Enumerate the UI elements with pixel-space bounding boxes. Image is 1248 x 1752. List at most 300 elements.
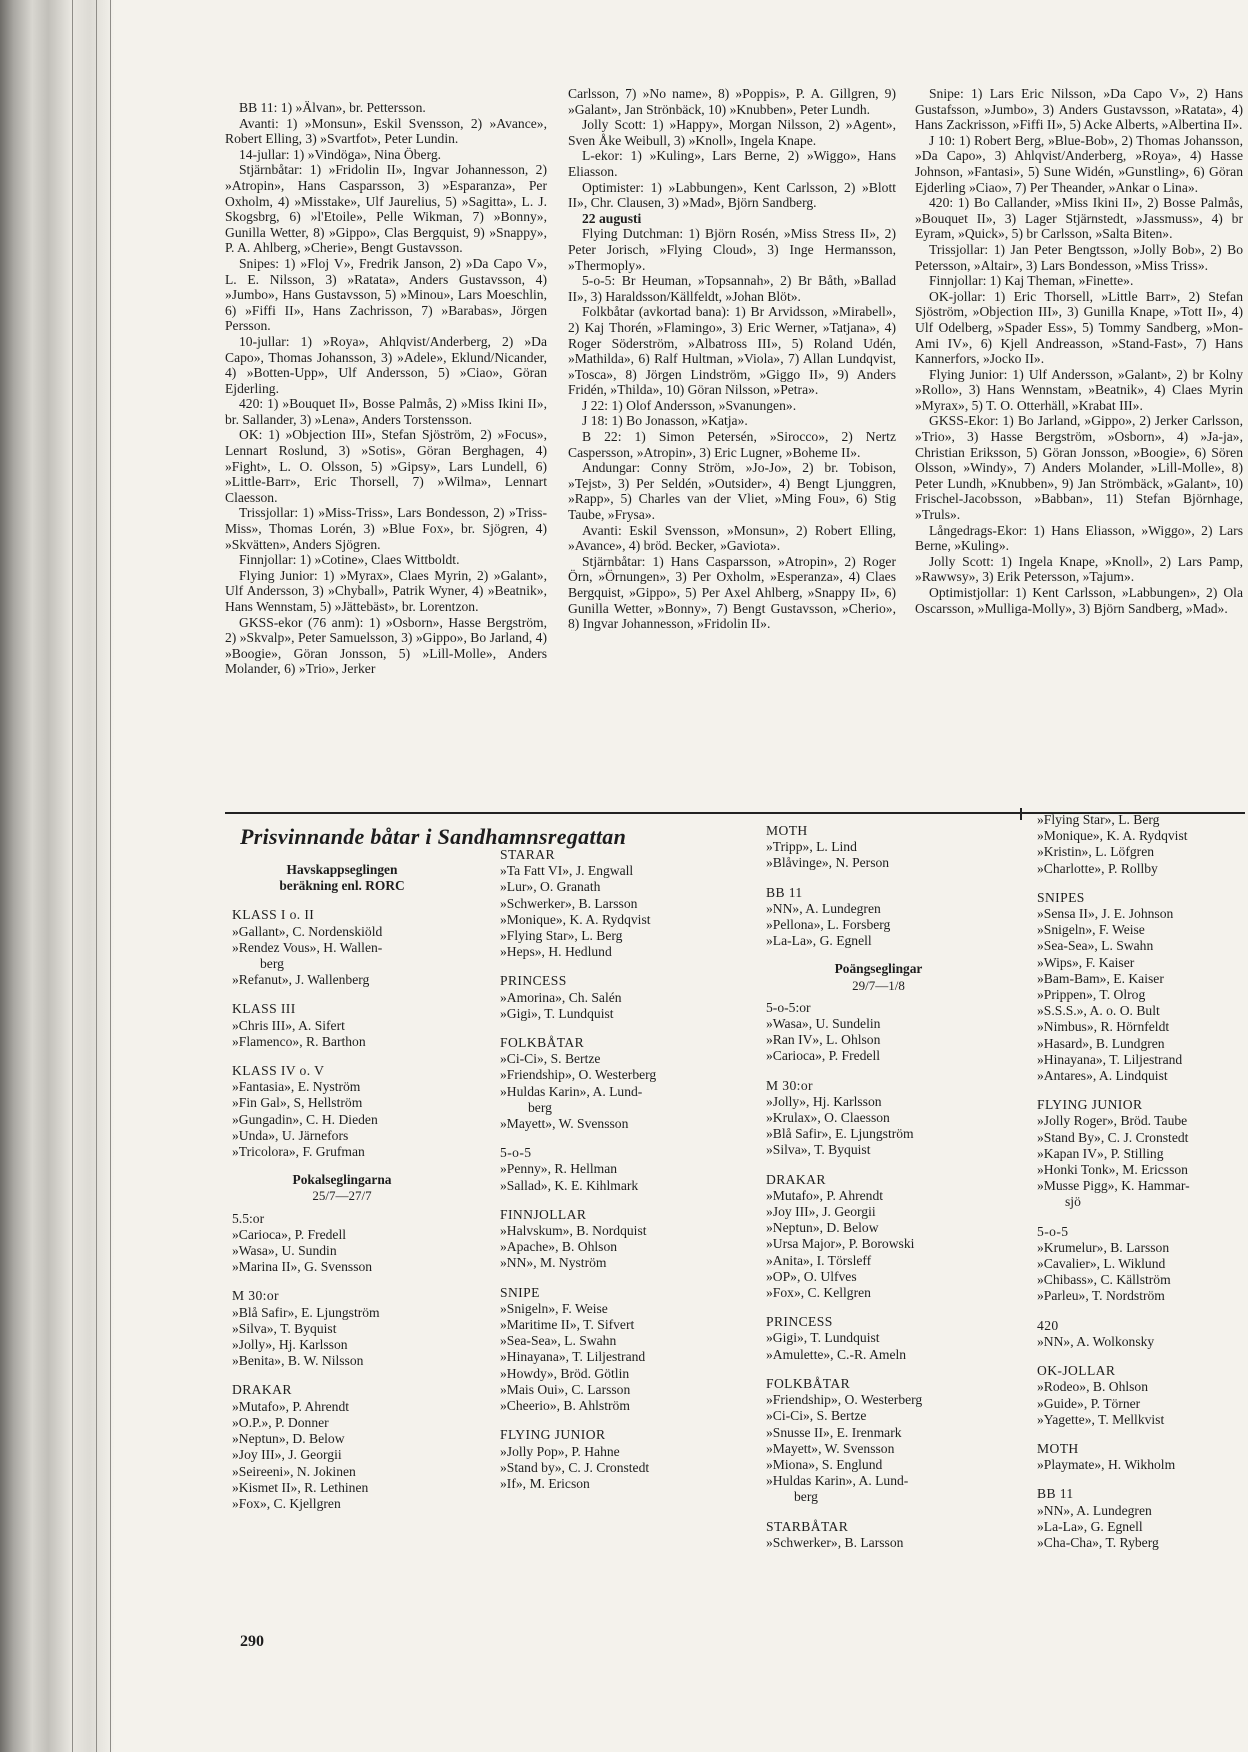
boat-entry-text: »Stand By», C. J. Cronstedt — [1037, 1129, 1189, 1145]
boat-entry — [766, 1425, 991, 1441]
boat-entry-continuation: berg — [260, 956, 284, 972]
boat-entry — [766, 1110, 991, 1126]
result-paragraph: OK: 1) »Objection III», Stefan Sjöström, 2) »Focus», Lennart Roslund, 3) »Sotis», Göran Berghagen, 4) »Fight», L. O. Olsson, 5) »Gipsy», Lars Lundell, 6) »Little-Barr», Eric Thorsell, 7) »Wilma», Lennart Claesson. — [225, 427, 547, 505]
result-paragraph: Carlsson, 7) »No name», 8) »Poppis», P. A. Gillgren, 9) »Galant», Jan Strönbäck, 10) »Knubben», Peter Lundh. — [568, 86, 896, 117]
boat-entry — [1037, 812, 1245, 828]
boat-entry-text: »Carioca», P. Fredell — [766, 1048, 881, 1064]
boat-entry-text: »Gigi», T. Lundquist — [766, 1330, 880, 1346]
book-spine-gutter — [0, 0, 115, 1752]
boat-entry — [1037, 971, 1245, 987]
boat-entry-text: »NN», M. Nyström — [500, 1255, 607, 1271]
boat-entry — [232, 1321, 452, 1337]
boat-entry-text: »OP», O. Ulfves — [766, 1268, 857, 1284]
page-edge-line — [110, 0, 111, 1752]
boat-entry — [1037, 987, 1245, 1003]
boat-entry — [1037, 1379, 1245, 1395]
boat-entry-text: »Ci-Ci», S. Bertze — [500, 1051, 601, 1067]
boat-entry-text: »Refanut», J. Wallenberg — [232, 972, 370, 988]
boat-entry-continuation: berg — [528, 1099, 552, 1115]
boat-entry-text: »Unda», U. Järnefors — [232, 1127, 349, 1143]
boat-entry — [500, 1366, 735, 1382]
class-heading: PRINCESS — [500, 973, 567, 989]
boat-entry — [232, 1399, 452, 1415]
boat-entry-text: »Cha-Cha», T. Ryberg — [1037, 1534, 1159, 1550]
boat-entry-text: »If», M. Ericson — [500, 1475, 590, 1491]
boat-entry-text: »Jolly Pop», P. Hahne — [500, 1443, 620, 1459]
boat-entry-text: »La-La», G. Egnell — [1037, 1518, 1143, 1534]
boat-entry — [766, 1016, 991, 1032]
boat-entry — [1037, 1457, 1245, 1473]
result-paragraph: Avanti: Eskil Svensson, »Monsun», 2) Robert Elling, »Avance», 4) bröd. Becker, »Gaviota». — [568, 522, 896, 554]
boat-entry-text: »Neptun», D. Below — [232, 1431, 345, 1447]
result-paragraph: Optimister: 1) »Labbungen», Kent Carlsson, 2) »Blott II», Chr. Clausen, 3) »Mad», Björn Sandberg. — [568, 179, 896, 211]
boat-entry — [232, 1128, 452, 1144]
boat-entry — [766, 1535, 991, 1551]
boat-entry — [500, 1398, 735, 1414]
result-paragraph: 14-jullar: 1) »Vindöga», Nina Öberg. — [239, 146, 442, 162]
boat-entry-text: »Monique», K. A. Rydqvist — [1037, 828, 1188, 844]
boat-entry-text: »Monique», K. A. Rydqvist — [500, 911, 651, 927]
prize-list-column-3 — [766, 823, 991, 1551]
boat-entry-text: »Prippen», T. Olrog — [1037, 987, 1146, 1003]
boat-entry-text: »Joy III», J. Georgii — [766, 1204, 876, 1220]
result-paragraph: Jolly Scott: 1) »Happy», Morgan Nilsson, 2) »Agent», Sven Åke Weibull, 3) »Knoll», Ingela Knape. — [568, 117, 896, 148]
boat-entry — [232, 1305, 452, 1321]
boat-entry — [500, 1223, 735, 1239]
boat-entry — [766, 1392, 991, 1408]
result-paragraph: Flying Dutchman: 1) Björn Rosén, »Miss Stress II», 2) Peter Jorisch, »Flying Cloud», 3) Inge Hermansson, »Thermoply». — [568, 226, 896, 273]
boat-entry-text: »Mutafo», P. Ahrendt — [232, 1398, 350, 1414]
result-paragraph: J 10: 1) Robert Berg, »Blue-Bob», 2) Thomas Johansson, »Da Capo», 3) Ahlqvist/Anderberg, »Roya», 4) Hasse Johnson, »Fantasi», 5) Sune Widén, »Gunstling», 6) Göran Ejderling »Ciao», 7) Per Theander, »Ankar o Lina». — [915, 132, 1243, 195]
page-edge-line — [72, 0, 73, 1752]
boat-entry-text: »Blåvinge», N. Person — [766, 855, 890, 871]
result-paragraph: J 22: 1) Olof Andersson, »Svanungen». — [582, 397, 797, 413]
date-range: 29/7—1/8 — [852, 977, 905, 993]
boat-entry-text: »Huldas Karin», A. Lund- — [500, 1083, 643, 1099]
boat-entry-text: »Ci-Ci», S. Bertze — [766, 1408, 867, 1424]
result-paragraph: Finnjollar: 1) Kaj Theman, »Finette». — [929, 273, 1134, 289]
boat-entry — [766, 1094, 991, 1110]
boat-entry — [500, 1084, 735, 1116]
result-paragraph: J 18: 1) Bo Jonasson, »Katja». — [582, 413, 748, 429]
boat-entry — [1037, 1068, 1245, 1084]
boat-entry-text: »Marina II», G. Svensson — [232, 1259, 373, 1275]
boat-entry-text: »Apache», B. Ohlson — [500, 1239, 618, 1255]
boat-entry — [500, 1116, 735, 1132]
prize-list-column-2 — [500, 847, 735, 1492]
page-edge-line — [96, 0, 97, 1752]
class-heading: BB 11 — [766, 884, 803, 900]
boat-entry-text: »Gallant», C. Nordenskiöld — [232, 923, 383, 939]
boat-entry — [1037, 1146, 1245, 1162]
boat-entry-text: »Howdy», Bröd. Götlin — [500, 1365, 630, 1381]
boat-entry-text: »Joy III», J. Georgii — [232, 1447, 342, 1463]
boat-entry-text: »Ta Fatt VI», J. Engwall — [500, 863, 634, 879]
boat-entry-text: »Kismet II», R. Lethinen — [232, 1479, 369, 1495]
boat-entry-text: »Ursa Major», P. Borowski — [766, 1236, 915, 1252]
boat-entry-text: »Lur», O. Granath — [500, 879, 601, 895]
boat-entry — [232, 1112, 452, 1128]
boat-entry — [500, 1067, 735, 1083]
result-paragraph: OK-jollar: 1) Eric Thorsell, »Little Barr», 2) Stefan Sjöström, »Objection III», 3) Gunilla Knape, »Tott II», 4) Ulf Odelberg, »Spader Ess», 5) Tommy Sandberg, »Mon-Ami IV», 6) Kjell Andreasson, »Stand-Fast», 7) Hans Kannerfors, »Jocko II». — [915, 288, 1243, 367]
boat-entry — [766, 855, 991, 871]
boat-entry-text: »Honki Tonk», M. Ericsson — [1037, 1162, 1188, 1178]
boat-entry — [500, 944, 735, 960]
boat-entry-text: »Heps», H. Hedlund — [500, 944, 612, 960]
boat-entry-text: »Charlotte», P. Rollby — [1037, 860, 1158, 876]
boat-entry — [766, 917, 991, 933]
boat-entry — [232, 940, 452, 972]
boat-entry-text: »Sea-Sea», L. Swahn — [1037, 938, 1154, 954]
boat-entry — [232, 1353, 452, 1369]
boat-entry — [500, 896, 735, 912]
boat-entry-text: »Miona», S. Englund — [766, 1456, 883, 1472]
boat-entry-text: »Kapan IV», P. Stilling — [1037, 1145, 1164, 1161]
class-heading: KLASS I o. II — [232, 907, 315, 923]
class-heading: 5.5:or — [232, 1210, 265, 1226]
date-heading: 22 augusti — [582, 210, 642, 226]
boat-entry — [1037, 1240, 1245, 1256]
boat-entry — [1037, 844, 1245, 860]
boat-entry-text: »Jolly», Hj. Karlsson — [232, 1337, 348, 1353]
boat-entry — [232, 1034, 452, 1050]
results-column-2 — [568, 86, 896, 632]
boat-entry-text: »Tripp», L. Lind — [766, 839, 857, 855]
boat-entry — [1037, 1130, 1245, 1146]
boat-entry-text: »Krulax», O. Claesson — [766, 1110, 890, 1126]
boat-entry-text: »Musse Pigg», K. Hammar- — [1037, 1178, 1190, 1194]
boat-entry — [232, 1079, 452, 1095]
boat-entry-text: »Sallad», K. E. Kihlmark — [500, 1177, 639, 1193]
boat-entry-text: »Fin Gal», S, Hellström — [232, 1095, 363, 1111]
boat-entry-text: »Amulette», C.-R. Ameln — [766, 1346, 907, 1362]
result-paragraph: Stjärnbåtar: 1) Hans Casparsson, »Atropin», 2) Roger Örn, »Örnungen», 3) Per Oxholm, »Esperanza», 4) Claes Bergquist, »Gippo», 5) Per Axel Ahlberg, »Snappy II», 6) Gunilla Wetter, »Bonny», 7) Bengt Gustavsson, »Cherio», 8) Ingvar Johannesson, »Fridolin II». — [568, 553, 896, 632]
boat-entry — [500, 1476, 735, 1492]
boat-entry — [766, 1408, 991, 1424]
boat-entry — [232, 1447, 452, 1463]
boat-entry-text: »Carioca», P. Fredell — [232, 1226, 347, 1242]
boat-entry — [1037, 1178, 1245, 1210]
race-heading: beräkning enl. RORC — [279, 878, 405, 894]
boat-entry — [766, 1032, 991, 1048]
boat-entry — [232, 1095, 452, 1111]
boat-entry — [766, 1188, 991, 1204]
boat-entry-text: »Flying Star», L. Berg — [1037, 812, 1160, 827]
boat-entry-text: »Silva», T. Byquist — [766, 1142, 871, 1158]
boat-entry-text: »S.S.S.», A. o. O. Bult — [1037, 1003, 1160, 1019]
boat-entry-text: »La-La», G. Egnell — [766, 933, 872, 949]
class-heading: OK-JOLLAR — [1037, 1363, 1116, 1379]
boat-entry — [232, 972, 452, 988]
boat-entry — [1037, 1036, 1245, 1052]
boat-entry-continuation: sjö — [1065, 1194, 1081, 1210]
boat-entry — [766, 839, 991, 855]
boat-entry-text: »Blå Safir», E. Ljungström — [232, 1304, 380, 1320]
boat-entry-text: »Rodeo», B. Ohlson — [1037, 1379, 1149, 1395]
boat-entry — [232, 1243, 452, 1259]
boat-entry-text: »Wips», F. Kaiser — [1037, 954, 1135, 970]
boat-entry-text: »Ran IV», L. Ohlson — [766, 1032, 881, 1048]
boat-entry — [1037, 1334, 1245, 1350]
boat-entry-text: »Guide», P. Törner — [1037, 1395, 1141, 1411]
column-divider — [1020, 808, 1022, 820]
boat-entry-text: »Tricolora», F. Grufman — [232, 1144, 365, 1160]
class-heading: 420 — [1037, 1317, 1059, 1333]
boat-entry-text: »Benita», B. W. Nilsson — [232, 1353, 364, 1369]
boat-entry-text: »Blå Safir», E. Ljungström — [766, 1126, 914, 1142]
boat-entry — [1037, 1003, 1245, 1019]
boat-entry-text: »Mayett», W. Svensson — [766, 1440, 895, 1456]
class-heading: 5-o-5:or — [766, 999, 811, 1015]
boat-entry — [1037, 1272, 1245, 1288]
boat-entry-text: »Penny», R. Hellman — [500, 1161, 618, 1177]
result-paragraph: Andungar: Conny Ström, »Jo-Jo», 2) br. Tobison, »Tejst», 3) Per Seldén, »Outsider», 4) Bengt Ljunggren, »Rapp», 5) Charles van der Vliet, »Ming Fou», 6) Stig Taube, »Frysa». — [568, 460, 896, 523]
class-heading: FINNJOLLAR — [500, 1206, 587, 1222]
boat-entry-text: »Schwerker», B. Larsson — [766, 1534, 904, 1550]
class-heading: FOLKBÅTAR — [766, 1375, 851, 1391]
boat-entry — [1037, 1519, 1245, 1535]
boat-entry-text: »Silva», T. Byquist — [232, 1320, 337, 1336]
boat-entry-text: »Bam-Bam», E. Kaiser — [1037, 970, 1164, 986]
boat-entry-text: »Maritime II», T. Sifvert — [500, 1317, 635, 1333]
boat-entry-text: »Chibass», C. Källström — [1037, 1272, 1171, 1288]
result-paragraph: Optimistjollar: 1) Kent Carlsson, »Labbungen», 2) Ola Oscarsson, »Mulliga-Molly», 3) Björn Sandberg, »Mad». — [915, 585, 1243, 616]
class-heading: STARBÅTAR — [766, 1518, 849, 1534]
result-paragraph: GKSS-ekor (76 anm): 1) »Osborn», Hasse Bergström, 2) »Skvalp», Peter Samuelsson, 3) »Gippo», Bo Jarland, 4) »Boogie», Göran Jonsson, 5) »Lill-Molle», Anders Molander, 6) »Trio», Jerker — [225, 614, 547, 677]
boat-entry-text: »Wasa», U. Sundelin — [766, 1016, 881, 1032]
boat-entry — [1037, 938, 1245, 954]
result-paragraph: Långedrags-Ekor: 1) Hans Eliasson, »Wiggo», 2) Lars Berne, »Kuling». — [915, 522, 1243, 554]
boat-entry — [232, 1227, 452, 1243]
boat-entry-text: »NN», A. Lundegren — [766, 900, 881, 916]
boat-entry — [1037, 1113, 1245, 1129]
class-heading: 5-o-5 — [1037, 1223, 1069, 1239]
race-heading: Havskappseglingen — [286, 862, 398, 877]
boat-entry-text: »Cheerio», B. Ahlström — [500, 1398, 630, 1414]
boat-entry-text: »Hinayana», T. Liljestrand — [500, 1349, 646, 1365]
boat-entry — [1037, 1162, 1245, 1178]
result-paragraph: BB 11: 1) »Älvan», br. Pettersson. — [239, 100, 426, 115]
boat-entry-text: »Snigeln», F. Weise — [1037, 922, 1145, 938]
boat-entry — [500, 1239, 735, 1255]
boat-entry-text: »Yagette», T. Mellkvist — [1037, 1411, 1165, 1427]
boat-entry — [1037, 1019, 1245, 1035]
boat-entry — [1037, 1288, 1245, 1304]
boat-entry — [500, 863, 735, 879]
results-column-1 — [225, 100, 547, 677]
boat-entry-text: »Fantasia», E. Nyström — [232, 1079, 361, 1095]
boat-entry — [1037, 828, 1245, 844]
boat-entry — [766, 901, 991, 917]
results-column-3 — [915, 86, 1243, 616]
boat-entry-text: »Flamenco», R. Barthon — [232, 1033, 366, 1049]
page-number: 290 — [240, 1633, 264, 1650]
boat-entry — [500, 1255, 735, 1271]
boat-entry-text: »Flying Star», L. Berg — [500, 928, 623, 944]
boat-entry-text: »NN», A. Wolkonsky — [1037, 1333, 1155, 1349]
boat-entry — [766, 1269, 991, 1285]
boat-entry-text: »Parleu», T. Nordström — [1037, 1288, 1165, 1304]
result-paragraph: Stjärnbåtar: 1) »Fridolin II», Ingvar Johannesson, 2) »Atropin», Hans Casparsson, 3) »Esparanza», Per Oxholm, 4) »Misstake», Ulf Jaurelius, 5) »Sagitta», L. J. Skogsbrg, 6) »l'Etoile», Pelle Wikman, 7) »Bonny», Gunilla Wetter, 8) »Gippo», Clas Bergquist, 9) »Snappy», P. A. Ahlberg, »Cherie», Bengt Gustavsson. — [225, 162, 547, 256]
boat-entry-text: »Fox», C. Kellgren — [766, 1285, 871, 1301]
class-heading: FLYING JUNIOR — [1037, 1097, 1143, 1113]
result-paragraph: Jolly Scott: 1) Ingela Knape, »Knoll», 2) Lars Pamp, »Rawwsy», 3) Erik Petersson, »Tajum». — [915, 553, 1243, 585]
boat-entry-text: »Friendship», O. Westerberg — [766, 1392, 923, 1408]
boat-entry-text: »Stand by», C. J. Cronstedt — [500, 1459, 650, 1475]
prize-list-column-4 — [1037, 812, 1245, 1551]
class-heading: BB 11 — [1037, 1486, 1074, 1502]
boat-entry — [1037, 1535, 1245, 1551]
boat-entry — [232, 1496, 452, 1512]
class-heading: M 30:or — [232, 1288, 279, 1304]
class-heading: 5-o-5 — [500, 1145, 532, 1161]
class-heading: MOTH — [1037, 1440, 1079, 1456]
result-paragraph: 420: 1) Bo Callander, »Miss Ikini II», 2) Bosse Palmås, »Bouquet II», 3) Lager Stjärnstedt, »Jassmuss», 4) br Eyram, »Quick», 5) br Carlsson, »Salta Biten». — [915, 195, 1243, 242]
boat-entry — [232, 1431, 452, 1447]
result-paragraph: 10-jullar: 1) »Roya», Ahlqvist/Anderberg, 2) »Da Capo», Thomas Johansson, 3) »Adele», Eklund/Nicander, 4) »Botten-Upp», Ulf Andersson, 5) »Ciao», Göran Ejderling. — [225, 333, 547, 396]
boat-entry — [500, 1161, 735, 1177]
result-paragraph: Finnjollar: 1) »Cotine», Claes Wittboldt. — [239, 552, 460, 568]
boat-entry — [500, 1178, 735, 1194]
boat-entry-text: »Snigeln», F. Weise — [500, 1300, 608, 1316]
boat-entry-text: »Hinayana», T. Liljestrand — [1037, 1051, 1183, 1067]
boat-entry — [766, 1285, 991, 1301]
boat-entry — [500, 928, 735, 944]
boat-entry — [500, 1444, 735, 1460]
boat-entry — [766, 1457, 991, 1473]
boat-entry — [232, 1018, 452, 1034]
class-heading: FOLKBÅTAR — [500, 1035, 585, 1051]
boat-entry-text: »O.P.», P. Donner — [232, 1414, 329, 1430]
boat-entry — [766, 1236, 991, 1252]
result-paragraph: Snipes: 1) »Floj V», Fredrik Janson, 2) »Da Capo V», L. E. Nilsson, 3) »Ratata», Anders Gustavsson, 4) »Jumbo», Hans Gustavsson, 5) »Minou», Lars Moeschlin, 6) »Fiffi II», Hans Zachrisson, 7) »Barabas», Jörgen Persson. — [225, 255, 547, 334]
class-heading: M 30:or — [766, 1077, 813, 1093]
boat-entry — [766, 1253, 991, 1269]
result-paragraph: Snipe: 1) Lars Eric Nilsson, »Da Capo V», 2) Hans Gustafsson, »Jumbo», 3) Anders Gustavsson, »Ratata», 4) Hans Zackrisson, »Fiffi II», 5) Acke Alberts, »Albertina II». — [915, 86, 1243, 133]
boat-entry — [1037, 906, 1245, 922]
result-paragraph: Folkbåtar (avkortad bana): 1) Br Arvidsson, »Mirabell», 2) Kaj Thorén, »Flamingo», 3) Eric Werner, »Tatjana», 4) Roger Söderström, »Albatross III», 5) Roland Udén, »Mathilda», 6) Ralf Hultman, »Viola», 7) Allan Lundqvist, »Toscа», 8) Jörgen Lindström, »Giggo II», 9) Anders Fridén, »Thilda», 10) Göran Nilsson, »Petra». — [568, 304, 896, 398]
boat-entry — [766, 933, 991, 949]
boat-entry-text: »Mayett», W. Svensson — [500, 1116, 629, 1132]
boat-entry-text: »Nimbus», R. Hörnfeldt — [1037, 1019, 1170, 1035]
class-heading: KLASS IV o. V — [232, 1063, 325, 1079]
boat-entry-text: »Pellona», L. Forsberg — [766, 917, 891, 933]
boat-entry-text: »Huldas Karin», A. Lund- — [766, 1473, 909, 1489]
boat-entry — [1037, 861, 1245, 877]
boat-entry — [766, 1142, 991, 1158]
boat-entry — [766, 1330, 991, 1346]
boat-entry — [1037, 1052, 1245, 1068]
boat-entry-text: »Rendez Vous», H. Wallen- — [232, 939, 383, 955]
prize-list-column-1 — [232, 862, 452, 1512]
result-paragraph: Flying Junior: 1) Ulf Andersson, »Galant», 2) br Kolny »Rollo», 3) Hans Wennstam, »Beatnik», 4) Claes Myrin »Myrax», 5) T. O. Otterhäll, »Krabat III». — [915, 366, 1243, 413]
date-range: 25/7—27/7 — [312, 1188, 372, 1204]
boat-entry — [766, 1347, 991, 1363]
boat-entry — [1037, 1256, 1245, 1272]
boat-entry-text: »Halvskum», B. Nordquist — [500, 1223, 647, 1239]
boat-entry-text: »Wasa», U. Sundin — [232, 1243, 337, 1259]
boat-entry-text: »Amorina», Ch. Salén — [500, 989, 622, 1005]
boat-entry-text: »Gigi», T. Lundquist — [500, 1005, 614, 1021]
boat-entry — [1037, 955, 1245, 971]
result-paragraph: 5-o-5: Br Heuman, »Topsannah», 2) Br Båth, »Ballad II», 3) Haraldsson/Källfeldt, »Johan Blöt». — [568, 273, 896, 304]
boat-entry — [500, 1382, 735, 1398]
boat-entry-text: »Antares», A. Lindquist — [1037, 1068, 1168, 1084]
class-heading: MOTH — [766, 823, 808, 838]
class-heading: SNIPE — [500, 1284, 540, 1300]
boat-entry — [766, 1441, 991, 1457]
boat-entry-text: »Snusse II», E. Irenmark — [766, 1424, 902, 1440]
result-paragraph: Trissjollar: 1) Jan Peter Bengtsson, »Jolly Bob», 2) Bo Petersson, »Altair», 3) Lars Bondesson, »Miss Triss». — [915, 241, 1243, 273]
class-heading: DRAKAR — [232, 1382, 292, 1398]
race-heading: Pokalseglingarna — [292, 1172, 392, 1188]
boat-entry — [500, 879, 735, 895]
boat-entry — [1037, 1503, 1245, 1519]
boat-entry — [232, 924, 452, 940]
boat-entry — [500, 1051, 735, 1067]
result-paragraph: L-ekor: 1) »Kuling», Lars Berne, 2) »Wiggo», Hans Eliasson. — [568, 148, 896, 179]
boat-entry — [232, 1259, 452, 1275]
boat-entry — [500, 1460, 735, 1476]
boat-entry — [232, 1480, 452, 1496]
boat-entry — [766, 1473, 991, 1505]
class-heading: FLYING JUNIOR — [500, 1427, 606, 1443]
boat-entry — [500, 1301, 735, 1317]
boat-entry-text: »Sea-Sea», L. Swahn — [500, 1333, 617, 1349]
result-paragraph: 420: 1) »Bouquet II», Bosse Palmås, 2) »Miss Ikini II», br. Sallander, 3) »Lena», Anders Torstensson. — [225, 396, 547, 427]
boat-entry — [500, 1317, 735, 1333]
boat-entry-text: »Hasard», B. Lundgren — [1037, 1035, 1165, 1051]
boat-entry-text: »Cavalier», L. Wiklund — [1037, 1256, 1166, 1272]
boat-entry — [500, 990, 735, 1006]
boat-entry — [232, 1144, 452, 1160]
boat-entry-text: »Kristin», L. Löfgren — [1037, 844, 1155, 860]
boat-entry-text: »Seireeni», N. Jokinen — [232, 1463, 356, 1479]
result-paragraph: Trissjollar: 1) »Miss-Triss», Lars Bondesson, 2) »Triss-Miss», Thomas Lorén, 3) »Blue Fox», br. Sjögren, 4) »Skvätten», Anders Sjögren. — [225, 505, 547, 552]
boat-entry — [1037, 1412, 1245, 1428]
result-paragraph: B 22: 1) Simon Petersén, »Sirocco», 2) Nertz Caspersson, »Atropin», 3) Eric Lugner, »Boheme II». — [568, 429, 896, 460]
boat-entry — [1037, 922, 1245, 938]
boat-entry — [232, 1415, 452, 1431]
class-heading: KLASS III — [232, 1001, 296, 1017]
boat-entry-text: »Jolly Roger», Bröd. Taube — [1037, 1113, 1188, 1129]
race-heading: Poängseglingar — [834, 961, 923, 977]
boat-entry-text: »Jolly», Hj. Karlsson — [766, 1093, 882, 1109]
boat-entry-text: »Chris III», A. Sifert — [232, 1017, 345, 1033]
class-heading: DRAKAR — [766, 1171, 826, 1187]
boat-entry — [766, 1220, 991, 1236]
result-paragraph: Flying Junior: 1) »Myrax», Claes Myrin, 2) »Galant», Ulf Andersson, 3) »Chyball», Patrik Wyner, 4) »Beatnik», Hans Wennstam, 5) »Jättebäst», br. Lorentzon. — [225, 567, 547, 614]
boat-entry — [766, 1204, 991, 1220]
boat-entry — [232, 1464, 452, 1480]
class-heading: SNIPES — [1037, 889, 1085, 905]
boat-entry — [500, 1006, 735, 1022]
boat-entry — [232, 1337, 452, 1353]
boat-entry-text: »Friendship», O. Westerberg — [500, 1067, 657, 1083]
boat-entry — [500, 912, 735, 928]
boat-entry — [766, 1126, 991, 1142]
boat-entry-text: »Fox», C. Kjellgren — [232, 1495, 341, 1511]
boat-entry-text: »Mutafo», P. Ahrendt — [766, 1187, 884, 1203]
boat-entry-text: »Mais Oui», C. Larsson — [500, 1381, 631, 1397]
result-paragraph: GKSS-Ekor: 1) Bo Jarland, »Gippo», 2) Jerker Carlsson, »Trio», 3) Hasse Bergström, »Osborn», 4) »Ja-ja», Christian Eriksson, 5) Göran Jonsson, »Boogie», 6) Sören Olsson, »Windy», 7) Anders Molander, »Lill-Molle», 8) Peter Lundh, »Knubben», 9) Jan Strömbäck, »Galant», 10) Frischel-Jacobsson, »Babban», 11) Stefan Björnhage, »Truls». — [915, 413, 1243, 523]
section-title: Prisvinnande båtar i Sandhamnsregattan — [240, 824, 627, 849]
class-heading: PRINCESS — [766, 1314, 833, 1330]
result-paragraph: Avanti: 1) »Monsun», Eskil Svensson, 2) »Avance», Robert Elling, 3) »Svartfot», Peter Lundin. — [225, 115, 547, 147]
boat-entry — [500, 1333, 735, 1349]
boat-entry-text: »Sensa II», J. E. Johnson — [1037, 906, 1174, 922]
class-heading: STARAR — [500, 847, 555, 862]
